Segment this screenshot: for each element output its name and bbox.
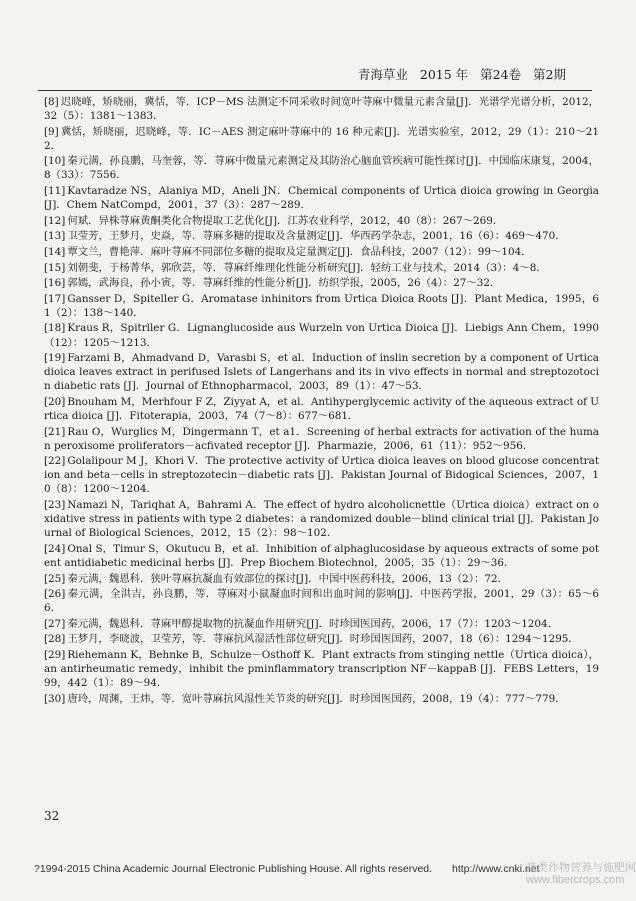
reference-text: 迟晓峰，矫晓丽，冀恬，等．ICP－MS 法测定不同采收时间宽叶荨麻中微量元素含量[J]．光谱学光谱分析，2012，32（5）：1381～1383． — [44, 96, 599, 123]
reference-item — [44, 184, 599, 212]
reference-number: [8] — [44, 96, 59, 108]
reference-number: [25] — [44, 572, 66, 585]
reference-item — [44, 125, 599, 153]
reference-text: 覃文兰，曹艳萍．麻叶荨麻不同部位多糖的提取及定量测定[J]．食品科技，2007（12）：99～104． — [67, 245, 532, 258]
reference-text: 唐玲，周渊，王炜，等．宽叶荨麻抗风湿性关节炎的研究[J]．时珍国医国药，2008，19（4）：777～779． — [67, 692, 566, 705]
reference-text: 秦元满，魏恩科．狭叶荨麻抗凝血有效部位的探讨[J]．中国中医药科技，2006，13（2）：72． — [67, 572, 508, 585]
reference-item — [44, 454, 599, 496]
journal-year: 2015 年 — [419, 67, 469, 82]
reference-text: 冀恬，矫晓丽，迟晓峰，等．IC－AES 测定麻叶荨麻中的 16 种元素[J]．光谱实验室，2012，29（1）：210～212． — [44, 125, 599, 152]
reference-item — [44, 292, 599, 320]
reference-item — [44, 261, 599, 275]
journal-volume: 第24卷 — [480, 67, 522, 82]
reference-number: [24] — [44, 542, 66, 555]
reference-text: Kraus R，Spitrller G．Lignanglucoside aus Wurzeln von Urtica Dioica [J]．Liebigs Ann Chem，1990（12）：1205～1213． — [44, 322, 599, 349]
reference-text: Kavtaradze NS，Alaniya MD，Aneli JN．Chemical components of Urtica dioica growing in Georgia [J]．Chem NatCompd，2001，37（3）：287～289． — [44, 185, 599, 212]
header-rule — [38, 90, 592, 91]
reference-number: [14] — [44, 245, 66, 258]
reference-item — [44, 587, 599, 615]
watermark — [526, 862, 636, 886]
reference-text: Rau O，Wurglics M，Dingermann T，et a1．Screening of herbal extracts for activation of the human peroxisome proliferators－acfivated receptor [J]．Pharmazie，2006，61（11）：952～956． — [44, 425, 599, 452]
reference-item — [44, 276, 599, 290]
reference-number: [29] — [44, 648, 66, 661]
reference-item — [44, 395, 599, 423]
reference-text: Onal S，Timur S，Okutucu B，et al．Inhibition of alphaglucosidase by aqueous extracts of some potent antidiabetic medicinal herbs [J]．Prep Biochem Biotechnol，2005，35（1）：29～36． — [44, 542, 599, 569]
reference-item — [44, 351, 599, 393]
reference-item — [44, 214, 599, 228]
journal-issue: 第2期 — [533, 67, 566, 82]
reference-number: [15] — [44, 261, 66, 274]
reference-item — [44, 692, 599, 706]
reference-number: [18] — [44, 322, 66, 335]
reference-text: 何斌．异株荨麻黄酮类化合物提取工艺优化[J]．江苏农业科学，2012，40（8）：267～269． — [67, 214, 504, 227]
reference-item — [44, 95, 599, 123]
reference-item — [44, 617, 599, 631]
reference-item — [44, 648, 599, 690]
reference-number: [21] — [44, 425, 66, 438]
reference-text: Namazi N，Tariqhat A，Bahrami A．The effect of hydro alcoholicnettle（Urtica dioica）extract on oxidative stress in patients with type 2 diabetes：a randomized double－blind clinical trial [J]．Pakistan Journal of Biological Sciences，2012，15（2）：98～102． — [44, 499, 599, 540]
watermark-line-2: www.fibercrops.com — [526, 874, 625, 886]
reference-text: 秦元满，孙良鹏，马奎蓉，等．荨麻中微量元素测定及其防治心脑血管疾病可能性探讨[J]．中国临床康复，2004，8（33）：7556． — [44, 155, 599, 182]
copyright-notice: ?1994-2015 China Academic Journal Electronic Publishing House. All rights reserved. — [34, 863, 433, 875]
reference-item — [44, 632, 599, 646]
watermark-line-1: 蔬类作物营养与施肥网 — [526, 862, 636, 874]
reference-text: Farzami B，Ahmadvand D，Varasbi S，et al．Induction of inslin secretion by a component of Urtica dioica leaves extract in perifused Islets of Langerhans and its in vivo effects in normal and streptozotocin diabetic rats [J]．Journal of Ethnopharmacol，2003，89（1）：47～53． — [44, 352, 599, 393]
reference-number: [13] — [44, 230, 66, 243]
reference-number: [26] — [44, 588, 66, 601]
reference-text: 郭嫣，武海良，孙小寅，等．荨麻纤维的性能分析[J]．纺织学报，2005，26（4）：27～32． — [67, 277, 501, 290]
reference-item — [44, 245, 599, 259]
reference-number: [28] — [44, 633, 66, 646]
reference-number: [23] — [44, 499, 66, 512]
reference-text: 秦元满，魏恩科．荨麻甲醇提取物的抗凝血作用研究[J]．时珍国医国药，2006，17（7）：1203～1204． — [67, 617, 559, 630]
reference-text: 秦元满，全洪吉，孙良鹏，等．荨麻对小鼠凝血时间和出血时间的影响[J]．中医药学报，2001，29（3）：65～66． — [44, 588, 599, 615]
reference-number: [27] — [44, 617, 66, 630]
reference-number: [22] — [44, 455, 66, 468]
reference-text: 刘朝斐，于杨菁华，郭欣芸，等．荨麻纤维理化性能分析研究[J]．轻纺工业与技术，2014（3）：4～8． — [67, 261, 547, 274]
reference-number: [10] — [44, 155, 66, 168]
reference-number: [19] — [44, 352, 66, 365]
reference-text: 王梦月，李晓波，卫莹芳，等．荨麻抗风湿活性部位研究[J]．时珍国医国药，2007，18（6）：1294～1295． — [67, 633, 579, 646]
reference-number: [12] — [44, 214, 66, 227]
footer-link[interactable]: http://www.cnki.net — [452, 863, 540, 875]
reference-text: Gansser D，Spiteller G．Aromatase inhinitors from Urtica Dioica Roots [J]．Plant Medica，1995，61（2）：138～140． — [44, 292, 599, 319]
journal-name: 青海草业 — [357, 67, 408, 82]
reference-item — [44, 425, 599, 453]
reference-list — [44, 95, 599, 707]
reference-item — [44, 572, 599, 586]
reference-item — [44, 498, 599, 540]
reference-text: Bnouham M，Merhfour F Z，Ziyyat A，et al．Antihyperglycemic activity of the aqueous extract of Urtica dioica [J]．Fitoterapia，2003，74（7～8）：677～681． — [44, 395, 599, 422]
page-number: 32 — [44, 809, 60, 823]
reference-number: [16] — [44, 277, 66, 290]
reference-item — [44, 321, 599, 349]
reference-item — [44, 154, 599, 182]
reference-number: [9] — [44, 125, 59, 138]
reference-item — [44, 229, 599, 243]
reference-item — [44, 542, 599, 570]
reference-number: [20] — [44, 395, 66, 408]
reference-number: [17] — [44, 292, 66, 305]
reference-number: [30] — [44, 692, 66, 705]
reference-text: Riehemann K，Behnke B，Schulze－Osthoff K．Plant extracts from stinging nettle（Urtica dioica），an antirheumatic remedy，inhibit the pminflammatory transcription NF－kappaB [J]．FEBS Letters，1999，442（1）：89～94． — [44, 648, 599, 690]
reference-number: [11] — [44, 185, 66, 198]
running-header — [326, 64, 566, 86]
reference-text: Golalipour M J，Khori V．The protective activity of Urtica dioica leaves on blood glucose concentration and beta－cells in streptozotecin－diabetic rats [J]．Pakistan Journal of Bidogical Sciences，2007，10（8）：1200～1204． — [44, 455, 599, 496]
reference-text: 卫莹芳，王梦月，史焱，等．荨麻多糖的提取及含量测定[J]．华西药学杂志，2001，16（6）：469～470． — [67, 230, 566, 243]
